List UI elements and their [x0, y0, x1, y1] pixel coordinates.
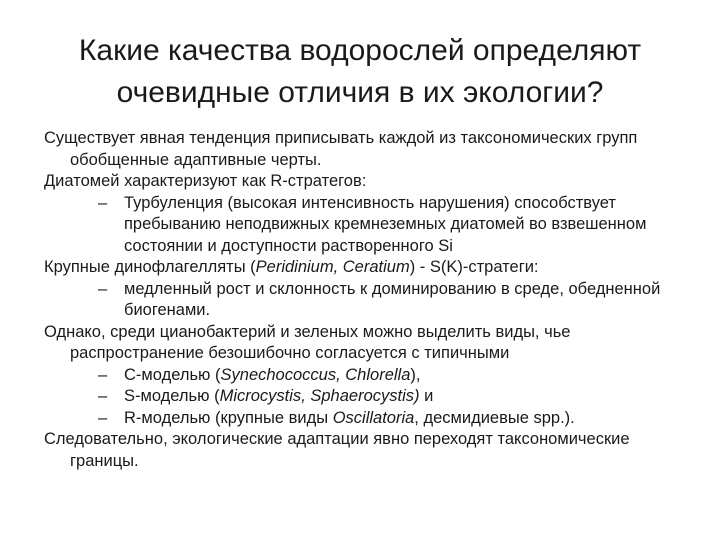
paragraph-diatoms: Диатомей характеризуют как R-стратегов: [44, 172, 367, 190]
paragraph-tendency: Существует явная тенденция приписывать каждой из таксономических групп обобщенные адаптивные черты. [44, 129, 638, 169]
genus-name: Ceratium [342, 258, 410, 276]
text-fragment: S-моделью ( [124, 387, 220, 405]
dash-marker: – [98, 279, 108, 298]
text-fragment: , [336, 365, 346, 384]
genus-name: Microcystis [219, 387, 302, 405]
sub-item-s-model [44, 386, 684, 408]
text-fragment: , [333, 258, 343, 276]
genus-name: Sphaerocystis) [310, 387, 420, 405]
dash-marker: – [98, 387, 108, 405]
sub-item-r-model [44, 408, 684, 430]
genus-name: Oscillatoria [332, 408, 415, 427]
dash-marker: – [98, 365, 108, 384]
sub-item-c-model [44, 365, 684, 387]
text-fragment: R-моделью (крупные виды [124, 408, 333, 427]
dash-marker: – [98, 408, 108, 427]
slide-title [60, 30, 660, 114]
text-fragment: , [301, 387, 311, 405]
sub-item-text: медленный рост и склонность к доминированию в среде, обедненной биогенами. [124, 279, 661, 319]
sub-item-slow-growth [44, 279, 684, 322]
text-fragment: ) - S(K)-стратеги: [409, 258, 539, 276]
text-fragment: и [419, 387, 434, 405]
text-fragment: ), [410, 365, 421, 384]
genus-name: Chlorella [345, 365, 411, 384]
paragraph-dinoflagellates [44, 257, 684, 279]
sub-item-text: Турбуленция (высокая интенсивность нарушения) способствует пребыванию неподвижных кремнеземных диатомей во взвешенном состоянии и доступности растворенного Si [124, 193, 647, 255]
text-fragment: , десмидиевые spp.). [414, 408, 575, 427]
title-line-2: очевидные отличия в их экологии? [116, 76, 604, 109]
paragraph-cyanobacteria: Однако, среди цианобактерий и зеленых можно выделить виды, чье распространение безошибочно согласуется с типичными [44, 322, 571, 362]
dash-marker: – [98, 193, 108, 212]
genus-name: Peridinium [255, 258, 334, 276]
slide-body [44, 128, 684, 472]
genus-name: Synechococcus [220, 365, 337, 384]
text-fragment: C-моделью ( [124, 365, 221, 384]
title-line-1: Какие качества водорослей определяют [78, 34, 642, 67]
paragraph-conclusion: Следовательно, экологические адаптации явно переходят таксономические границы. [44, 430, 630, 470]
text-fragment: Крупные динофлагелляты ( [44, 258, 256, 276]
sub-item-turbulence [44, 193, 684, 258]
